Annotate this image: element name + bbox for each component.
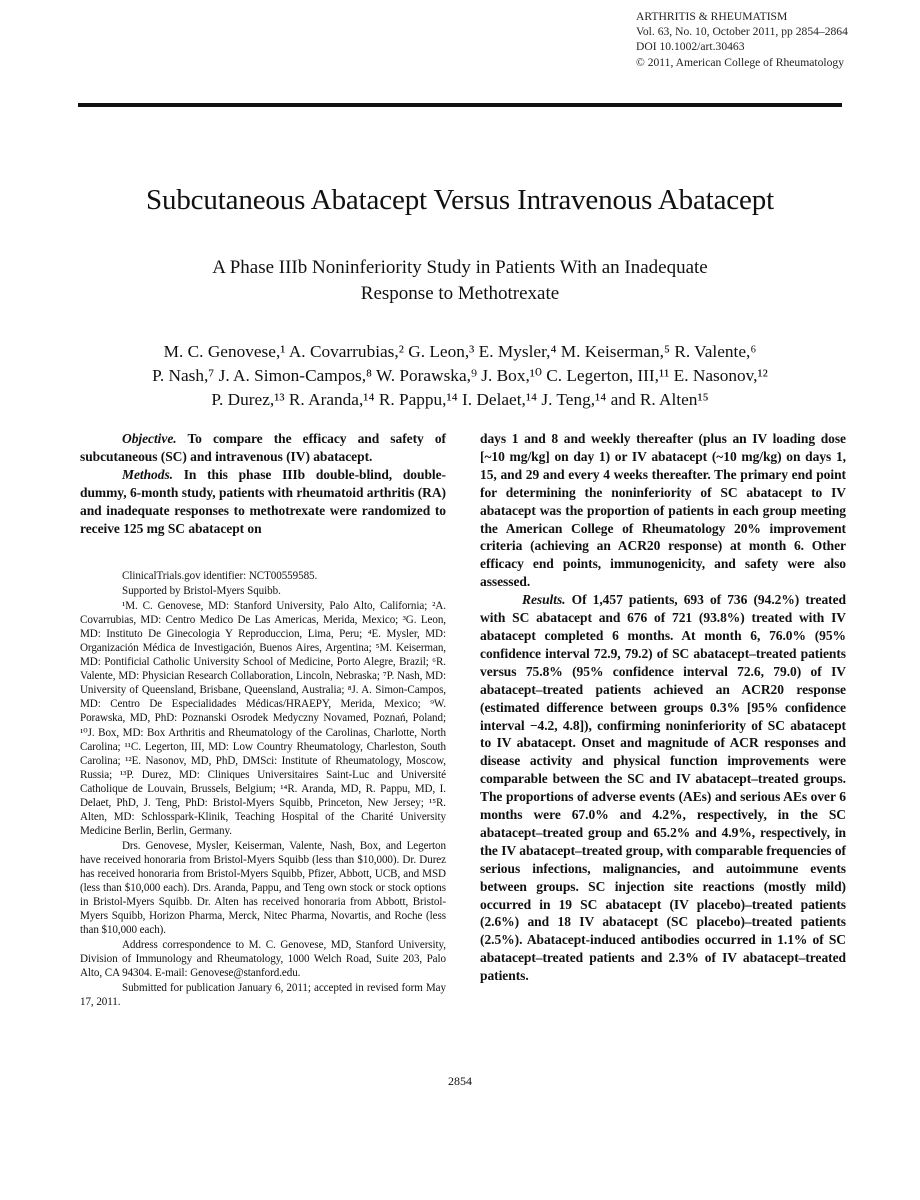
methods-label: Methods. bbox=[122, 466, 173, 482]
footnote-correspondence: Address correspondence to M. C. Genovese, MD, Stanford University, Division of Immunology and Rheumatology, 1000 Welch Road, Suite 203, Palo Alto, CA 94304. E-mail: Genovese@stanford.edu. bbox=[80, 939, 446, 980]
footnote-submitted: Submitted for publication January 6, 2011; accepted in revised form May 17, 2011. bbox=[80, 982, 446, 1009]
results-label: Results. bbox=[522, 592, 566, 608]
results-text: Of 1,457 patients, 693 of 736 (94.2%) treated with SC abatacept and 676 of 721 (93.8%) treated with IV abatacept completed 6 months. At month 6, 76.0% (95% confidence interval 72.9, 79.2) of SC abatacept–treated patients versus 75.8% (95% confidence interval 72.6, 79.0) of IV abatacept–treated patients achieved an ACR20 response (estimated difference between groups 0.3% [95% confidence interval −4.2, 4.8]), confirming noninferiority of SC abatacept to IV abatacept. Onset and magnitude of ACR responses and disease activity and physical function improvements were comparable between the SC and IV abatacept–treated groups. The proportions of adverse events (AEs) and serious AEs over 6 months were 67.0% and 4.2%, respectively, in the SC abatacept–treated group and 65.2% and 4.9%, respectively, in the IV abatacept–treated group, with comparable frequencies of serious infections, malignancies, and autoimmune events between groups. SC injection site reactions (mostly mild) occurred in 19 SC abatacept (IV placebo)–treated patients (2.6%) and 18 IV abatacept (SC placebo)–treated patients (2.5%). Abatacept-induced antibodies occurred in 1.1% of SC abatacept–treated patients and 2.3% of IV abatacept–treated patients. bbox=[480, 592, 846, 984]
article-title: Subcutaneous Abatacept Versus Intravenous Abatacept bbox=[145, 184, 775, 216]
footnote-trial-id: ClinicalTrials.gov identifier: NCT00559585. bbox=[122, 570, 318, 582]
right-column bbox=[480, 430, 846, 985]
author-list bbox=[70, 340, 850, 412]
journal-copyright: © 2011, American College of Rheumatology bbox=[636, 55, 845, 69]
journal-volume: Vol. 63, No. 10, October 2011, pp 2854–2864 bbox=[636, 25, 848, 39]
subtitle-line-2: Response to Methotrexate bbox=[360, 283, 560, 304]
footnotes bbox=[80, 569, 446, 1010]
author-line-2: P. Nash,⁷ J. A. Simon-Campos,⁸ W. Porawska,⁹ J. Box,¹⁰ C. Legerton, III,¹¹ E. Nasonov,¹² bbox=[152, 366, 768, 385]
methods-text-left: In this phase IIIb double-blind, double-dummy, 6-month study, patients with rheumatoid arthritis (RA) and inadequate responses to methotrexate were randomized to receive 125 mg SC abatacept on bbox=[80, 466, 446, 536]
abstract-results bbox=[480, 591, 846, 985]
footnote-disclosures: Drs. Genovese, Mysler, Keiserman, Valente, Nash, Box, and Legerton have received honoraria from Bristol-Myers Squibb (less than $10,000). Dr. Durez has received honoraria from Bristol-Myers Squibb, Pfizer, Abbott, UCB, and MSD (less than $10,000 each). Drs. Aranda, Pappu, and Teng own stock or stock options in Bristol-Myers Squibb. Dr. Alten has received honoraria from Abbott, Bristol-Myers Squibb, Horizon Pharma, Merck, Nitec Pharma, Novartis, and Roche (less than $10,000 each). bbox=[80, 839, 446, 937]
journal-name: ARTHRITIS & RHEUMATISM bbox=[636, 10, 788, 23]
journal-header bbox=[636, 9, 906, 70]
objective-text: To compare the efficacy and safety of subcutaneous (SC) and intravenous (IV) abatacept. bbox=[80, 431, 446, 464]
abstract-right bbox=[480, 430, 846, 985]
abstract-methods-continued: days 1 and 8 and weekly thereafter (plus an IV loading dose [~10 mg/kg] on day 1) or IV abatacept (~10 mg/kg) on days 1, 15, and 29 and every 4 weeks thereafter. The primary end point for determining the noninferiority of SC abatacept to IV abatacept was the proportion of patients in each group meeting the American College of Rheumatology 20% improvement criteria (achieving an ACR20 response) at month 6. Other efficacy end points, immunogenicity, and safety were also assessed. bbox=[480, 431, 846, 590]
left-column bbox=[80, 430, 446, 537]
author-line-1: M. C. Genovese,¹ A. Covarrubias,² G. Leon,³ E. Mysler,⁴ M. Keiserman,⁵ R. Valente,⁶ bbox=[163, 342, 757, 361]
abstract-objective bbox=[80, 430, 446, 466]
objective-label: Objective. bbox=[122, 431, 177, 446]
footnote-support: Supported by Bristol-Myers Squibb. bbox=[122, 585, 281, 598]
article-subtitle bbox=[0, 255, 920, 307]
page-number: 2854 bbox=[448, 1074, 472, 1088]
subtitle-line-1: A Phase IIIb Noninferiority Study in Patients With an Inadequate bbox=[212, 257, 708, 278]
abstract-methods bbox=[80, 466, 446, 538]
abstract-left bbox=[80, 430, 446, 537]
footnote-affiliations: ¹M. C. Genovese, MD: Stanford University, Palo Alto, California; ²A. Covarrubias, MD: Centro Medico De Las Americas, Merida, Mexico; ³G. Leon, MD: Instituto De Ginecologia Y Reproduccion, Lima, Peru; ⁴E. Mysler, MD: Organización Médica de Investigación, Buenos Aires, Argentina; ⁵M. Keiserman, MD: Pontificial Catholic University School of Medicine, Porto Alegre, Brazil; ⁶R. Valente, MD: Physician Research Collaboration, Lincoln, Nebraska; ⁷P. Nash, MD: University of Queensland, Brisbane, Queensland, Australia; ⁸J. A. Simon-Campos, MD: Centro De Especialidades Médicas/HRAEPY, Merida, Mexico; ⁹W. Porawska, MD, PhD: Poznanski Osrodek Medyczny Novamed, Poznań, Poland; ¹⁰J. Box, MD: Box Arthritis and Rheumatology of the Carolinas, Charlotte, North Carolina; ¹¹C. Legerton, III, MD: Low Country Rheumatology, Charleston, South Carolina; ¹²E. Nasonov, MD, PhD, DMSci: Institute of Rheumatology, Moscow, Russia; ¹³P. Durez, MD: Cliniques Universitaires Saint-Luc and Université Catholique de Louvain, Brussels, Belgium; ¹⁴R. Aranda, MD, R. Pappu, MD, I. Delaet, PhD, J. Teng, PhD: Bristol-Myers Squibb, Princeton, New Jersey; ¹⁵R. Alten, MD: Schlosspark-Klinik, Teaching Hospital of the Charité University Medicine Berlin, Berlin, Germany. bbox=[80, 600, 446, 837]
author-line-3: P. Durez,¹³ R. Aranda,¹⁴ R. Pappu,¹⁴ I. Delaet,¹⁴ J. Teng,¹⁴ and R. Alten¹⁵ bbox=[211, 390, 709, 409]
header-rule bbox=[78, 103, 842, 107]
journal-doi: DOI 10.1002/art.30463 bbox=[636, 40, 745, 54]
